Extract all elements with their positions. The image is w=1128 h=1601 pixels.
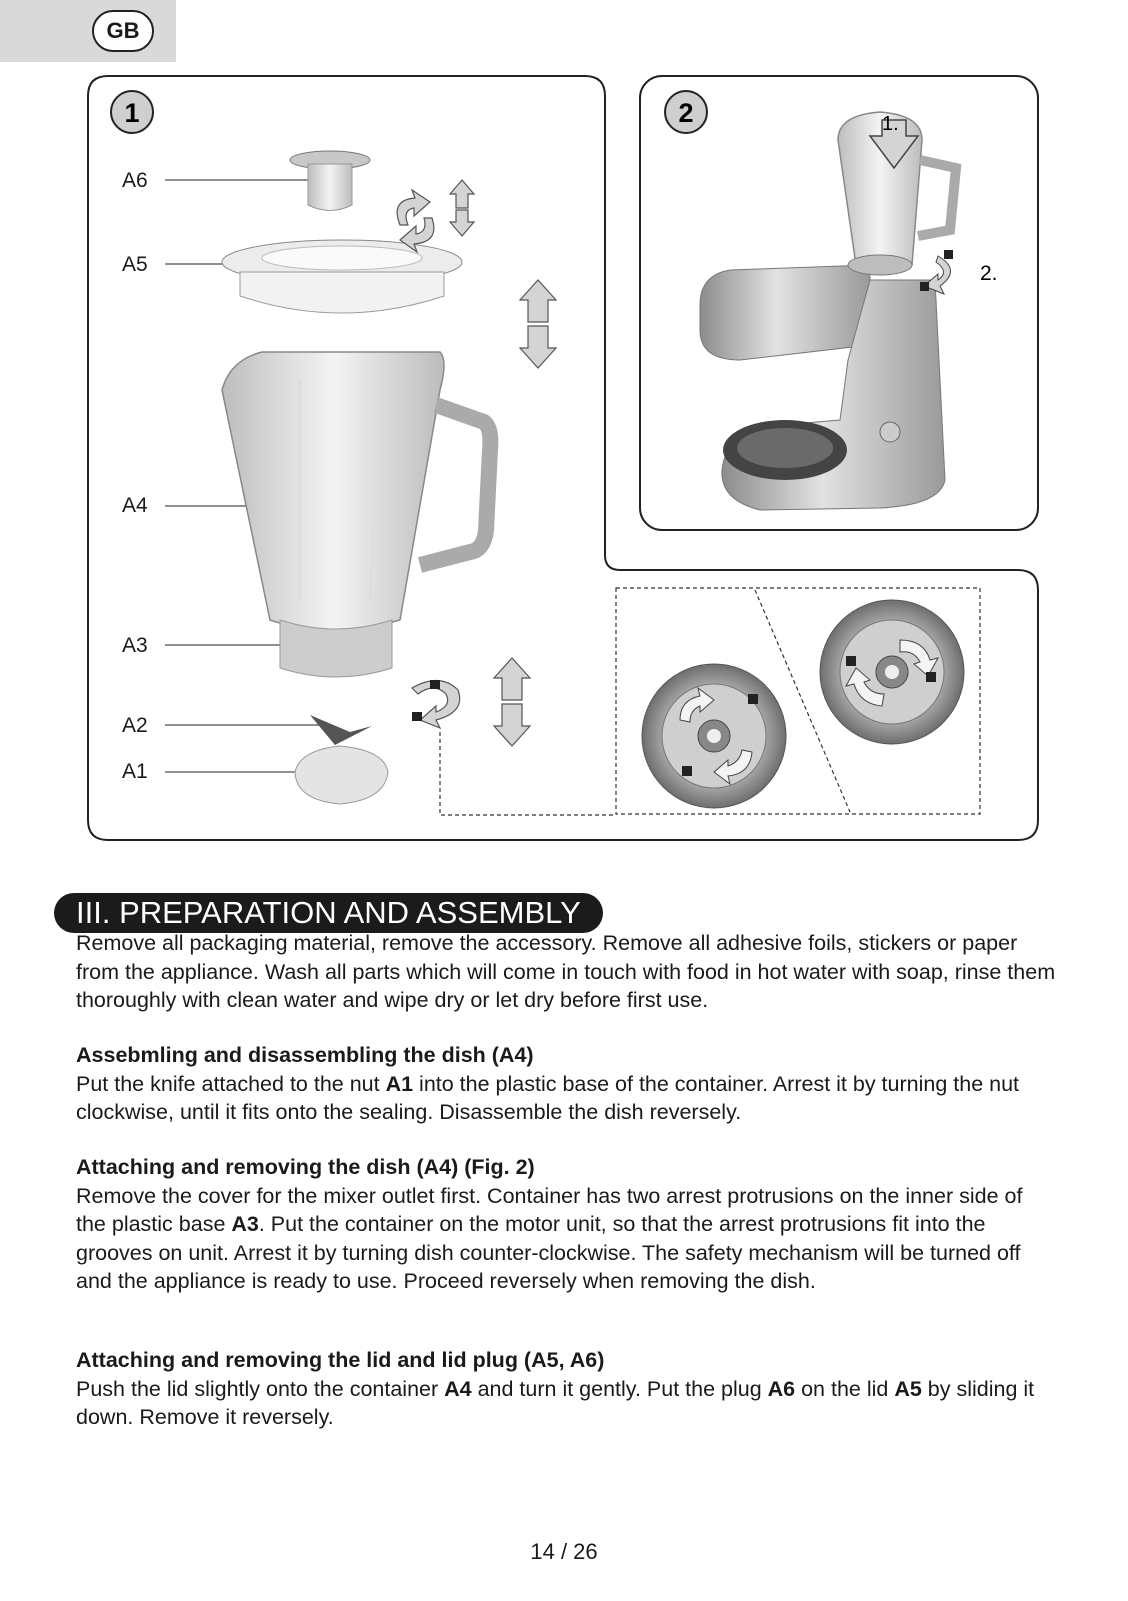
intro-paragraph (76, 929, 1056, 1015)
language-tab (0, 0, 176, 62)
label-a5: A5 (122, 253, 148, 276)
language-badge: GB (92, 10, 154, 52)
lid-up-down-arrow-icon (520, 280, 556, 368)
intro-text: Remove all packaging material, remove the accessory. Remove all adhesive foils, stickers or paper from the appliance. Wash all parts which will come in touch with food in hot water with soap, rinse them thoroughly with clean water and wipe dry or let dry before first use. (76, 931, 1056, 1012)
subsection-body: Push the lid slightly onto the container A4 and turn it gently. Put the plug A6 on the lid A5 by sliding it down. Remove it reversely. (76, 1376, 1035, 1429)
subsection-body: Put the knife attached to the nut A1 into the plastic base of the container. Arrest it by turning the nut clockwise, until it fits onto the sealing. Disassemble the dish reversely. (76, 1071, 1020, 1124)
base-up-down-arrow-icon (494, 658, 530, 746)
stand-mixer-illustration (700, 112, 956, 510)
fig2-step2-label: 2. (980, 262, 998, 285)
label-a3: A3 (122, 634, 148, 657)
label-a6: A6 (122, 169, 148, 192)
assembly-figure (0, 60, 1128, 860)
label-a4: A4 (122, 494, 148, 517)
page-number: 14 / 26 (530, 1539, 598, 1564)
base-rotate-lock-icon (412, 680, 460, 728)
jug-illustration (222, 352, 490, 677)
svg-text:2: 2 (678, 98, 694, 128)
svg-text:1: 1 (124, 98, 140, 128)
lid-plug-illustration (290, 151, 370, 211)
figure2-number (665, 91, 707, 133)
subsection-lid (76, 1346, 1056, 1432)
plug-up-down-arrow-icon (450, 180, 474, 236)
label-a1: A1 (122, 760, 148, 783)
subsection-heading: Attaching and removing the lid and lid plug (A5, A6) (76, 1348, 605, 1372)
blade-unit-illustration (295, 715, 388, 804)
figure1-number (111, 91, 153, 133)
subsection-heading: Attaching and removing the dish (A4) (Fig. 2) (76, 1155, 535, 1179)
lid-illustration (222, 240, 462, 313)
section-title: III. PREPARATION AND ASSEMBLY (54, 893, 603, 933)
subsection-heading: Assebmling and disassembling the dish (A4) (76, 1043, 534, 1067)
label-a2: A2 (122, 714, 148, 737)
subsection-dish-assembly (76, 1041, 1056, 1127)
fig2-step1-label: 1. (882, 113, 899, 135)
subsection-body: Remove the cover for the mixer outlet first. Container has two arrest protrusions on the inner side of the plastic base A3. Put the container on the motor unit, so that the arrest protrusions fit into the grooves on unit. Arrest it by turning dish counter-clockwise. The safety mechanism will be turned off and the appliance is ready to use. Proceed reversely when removing the dish. (76, 1183, 1023, 1293)
subsection-dish-attach (76, 1153, 1056, 1296)
lock-detail-inset (440, 588, 980, 815)
